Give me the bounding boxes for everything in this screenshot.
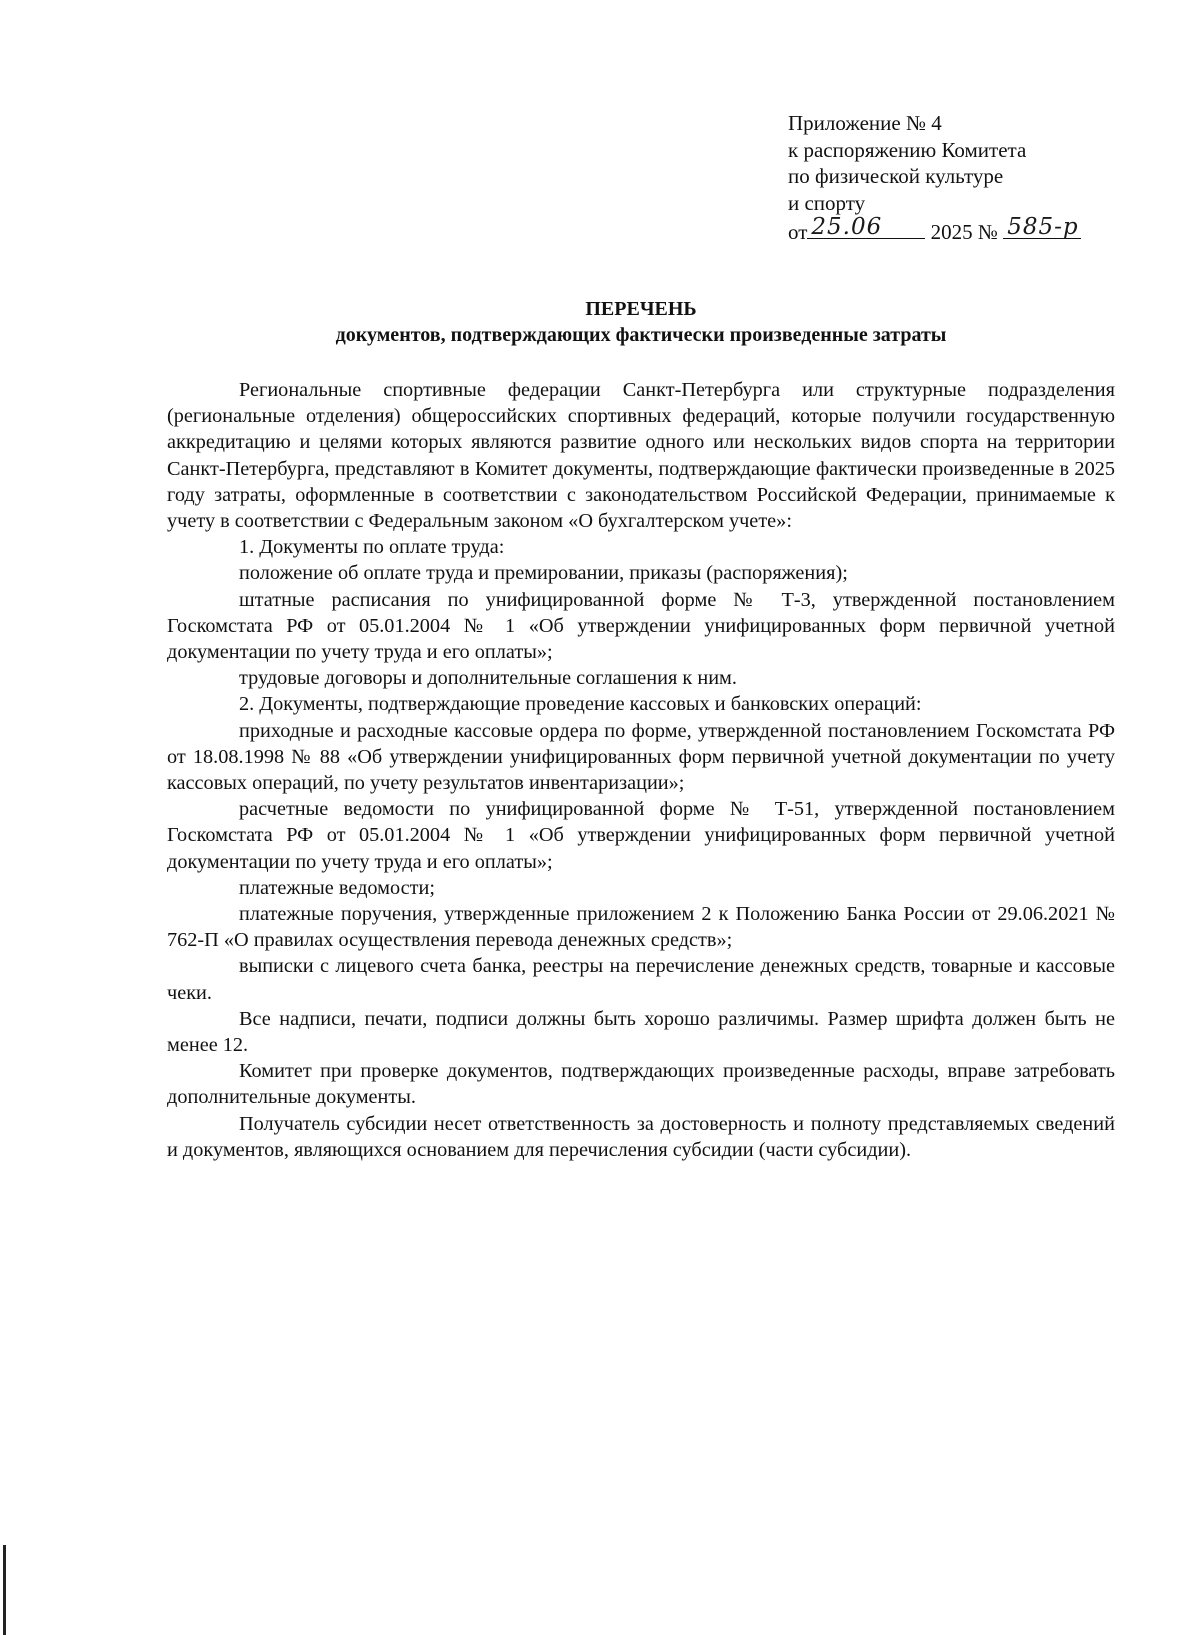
list-item: положение об оплате труда и премировании, приказы (распоряжения); [239,562,848,585]
attachment-date-line [788,213,1128,246]
list-item: трудовые договоры и дополнительные соглашения к ним. [239,667,737,690]
title-subtitle: документов, подтверждающих фактически произведенные затраты [335,324,947,346]
attachment-number: Приложение № 4 [788,111,942,135]
attachment-committee-line-2: и спорту [788,190,866,215]
year-and-number-label: 2025 № [930,220,998,244]
handwritten-order-number: 585-р [1007,213,1079,240]
attachment-header [788,110,1128,246]
date-prefix: от [788,220,808,244]
list-item: платежные поручения, утвержденные приложением 2 к Положению Банка России от 29.06.2021 № 762-П «О правилах осуществления перевода денежных средств»; [167,903,1115,952]
list-item: выписки с лицевого счета банка, реестры на перечисление денежных средств, товарные и кассовые чеки. [167,955,1115,1004]
list-item: расчетные ведомости по унифицированной форме № Т-51, утвержденной постановлением Госкомстата РФ от 05.01.2004 № 1 «Об утверждении унифицированных форм первичной учетной документации по учету труда и его оплаты»; [167,798,1115,873]
paragraph-legibility: Все надписи, печати, подписи должны быть хорошо различимы. Размер шрифта должен быть не менее 12. [167,1007,1115,1057]
attachment-order-ref: к распоряжению Комитета [788,137,1027,162]
list-item: приходные и расходные кассовые ордера по форме, утвержденной постановлением Госкомстата РФ от 18.08.1998 № 88 «Об утверждении унифицированных форм первичной учетной документации по учету кассовых операций, по учету результатов инвентаризации»; [167,719,1115,795]
document-body [167,377,1115,1163]
scan-edge-mark [3,1545,6,1635]
handwritten-date: 25.06 [811,213,883,240]
list-item: платежные ведомости; [239,876,435,899]
paragraph-responsibility: Получатель субсидии несет ответственность за достоверность и полноту представляемых сведений и документов, являющихся основанием для перечисления субсидии (части субсидии). [167,1112,1115,1161]
order-number-field [1003,213,1081,240]
attachment-committee-line: по физической культуре [788,164,1004,188]
document-title [167,296,1115,348]
paragraph-intro: Региональные спортивные федерации Санкт-Петербурга или структурные подразделения (региональные отделения) общероссийских спортивных федераций, которые получили государственную аккредитацию и целями которых являются развитие одного или нескольких видов спорта на территории Санкт-Петербурга, представляют в Комитет документы, подтверждающие фактически произведенные в 2025 году затраты, оформленные в соответствии с законодательством Российской Федерации, принимаемые к учету в соответствии с Федеральным законом «О бухгалтерском учете»: [167,379,1115,533]
paragraph-additional-docs: Комитет при проверке документов, подтверждающих произведенные расходы, вправе затребовать дополнительные документы. [167,1060,1115,1109]
section-2-heading: 2. Документы, подтверждающие проведение кассовых и банковских операций: [239,693,922,716]
list-item: штатные расписания по унифицированной форме № Т-3, утвержденной постановлением Госкомстата РФ от 05.01.2004 № 1 «Об утверждении унифицированных форм первичной учетной документации по учету труда и его оплаты»; [167,588,1115,664]
date-field [807,213,925,240]
section-1-heading: 1. Документы по оплате труда: [239,536,505,559]
title-main: ПЕРЕЧЕНЬ [585,298,697,320]
